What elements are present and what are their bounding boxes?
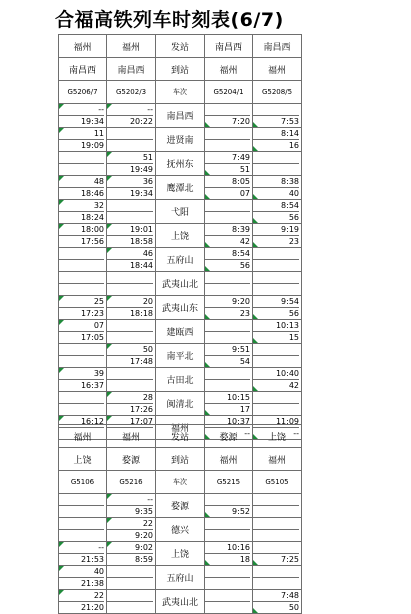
- station-name: 上饶: [156, 224, 205, 248]
- arrival-time: 40: [93, 567, 104, 576]
- time-cell: [107, 224, 156, 248]
- table-row: [59, 128, 302, 152]
- header-cell: 车次: [156, 471, 205, 494]
- header-cell: G5202/3: [107, 81, 156, 104]
- arrival-time: 7:49: [232, 153, 250, 162]
- arrival-time: [253, 542, 299, 553]
- station-name: 鹰潭北: [156, 176, 205, 200]
- departure-time: 19:34: [107, 187, 153, 199]
- table-row: [59, 296, 302, 320]
- departure-time: 21:20: [59, 601, 104, 613]
- time-cell: [59, 176, 107, 200]
- arrival-time: --: [147, 495, 153, 504]
- station-name: 古田北: [156, 368, 205, 392]
- arrival-time: 10:13: [275, 321, 299, 330]
- time-cell: [59, 494, 107, 518]
- time-cell: [205, 518, 253, 542]
- time-cell: [205, 542, 253, 566]
- departure-time: 18:44: [107, 259, 153, 271]
- arrival-time: [253, 272, 299, 283]
- time-cell: [107, 128, 156, 152]
- departure-time: 42: [253, 379, 299, 391]
- departure-time: 19:09: [59, 139, 104, 151]
- departure-time: 21:38: [59, 577, 104, 589]
- time-cell: [107, 590, 156, 614]
- header-cell: 发站: [156, 35, 205, 58]
- time-cell: [59, 566, 107, 590]
- header-cell: G5208/5: [253, 81, 302, 104]
- table-row: [59, 224, 302, 248]
- time-cell: [205, 590, 253, 614]
- arrival-time: [107, 566, 153, 577]
- arrival-time: 10:37: [226, 417, 250, 426]
- arrival-time: [59, 392, 104, 403]
- departure-time: 42: [205, 235, 250, 247]
- arrival-time: 36: [142, 177, 153, 186]
- time-cell: [107, 542, 156, 566]
- header-cell: 福州: [205, 58, 253, 81]
- time-cell: [253, 128, 302, 152]
- arrival-time: 39: [93, 369, 104, 378]
- departure-time: 17:26: [107, 403, 153, 415]
- departure-time: [59, 403, 104, 415]
- time-cell: [59, 518, 107, 542]
- header-row: [59, 35, 302, 58]
- header-cell: 福州: [107, 35, 156, 58]
- header-cell: G5215: [205, 471, 253, 494]
- header-cell: 南昌西: [205, 35, 253, 58]
- arrival-time: [107, 368, 153, 379]
- departure-time: 18:18: [107, 307, 153, 319]
- table-row: [59, 200, 302, 224]
- time-cell: [253, 224, 302, 248]
- table-row: [59, 152, 302, 176]
- arrival-time: [205, 590, 250, 601]
- time-cell: [205, 200, 253, 224]
- arrival-time: 9:20: [232, 297, 250, 306]
- departure-time: [59, 259, 104, 271]
- header-cell: 上饶: [59, 448, 107, 471]
- station-name: 抚州东: [156, 152, 205, 176]
- departure-time: 16: [253, 139, 299, 151]
- departure-time: 19:34: [59, 115, 104, 127]
- table-row: [59, 248, 302, 272]
- arrival-time: [205, 566, 250, 577]
- time-cell: [107, 566, 156, 590]
- departure-time: [253, 403, 299, 415]
- departure-time: [205, 211, 250, 223]
- arrival-time: 51: [142, 153, 153, 162]
- departure-time: [59, 283, 104, 295]
- departure-time: 7:25: [253, 553, 299, 565]
- time-cell: [205, 344, 253, 368]
- arrival-time: [253, 392, 299, 403]
- header-cell: 福州: [59, 425, 107, 448]
- station-name: 进贤南: [156, 128, 205, 152]
- departure-time: 07: [205, 187, 250, 199]
- time-cell: [253, 152, 302, 176]
- header-cell: 南昌西: [253, 35, 302, 58]
- time-cell: [253, 542, 302, 566]
- station-name: 武夷山北: [156, 272, 205, 296]
- station-name: 武夷山北: [156, 590, 205, 614]
- arrival-time: 48: [93, 177, 104, 186]
- time-cell: [107, 518, 156, 542]
- arrival-time: [205, 494, 250, 505]
- departure-time: [205, 529, 250, 541]
- time-cell: [205, 392, 253, 416]
- timetable-2: [58, 424, 302, 614]
- departure-time: 56: [253, 211, 299, 223]
- time-cell: [253, 566, 302, 590]
- arrival-time: 28: [142, 393, 153, 402]
- departure-time: [107, 577, 153, 589]
- departure-time: [107, 601, 153, 613]
- departure-time: [205, 331, 250, 343]
- time-cell: [59, 104, 107, 128]
- header-cell: 福州: [253, 58, 302, 81]
- station-name: 武夷山东: [156, 296, 205, 320]
- time-cell: [107, 344, 156, 368]
- departure-time: --: [205, 427, 250, 439]
- arrival-time: 9:02: [135, 543, 153, 552]
- departure-time: 17:56: [59, 235, 104, 247]
- table-row: [59, 272, 302, 296]
- time-cell: [253, 104, 302, 128]
- time-cell: [59, 296, 107, 320]
- departure-time: 7:53: [253, 115, 299, 127]
- header-row: [59, 58, 302, 81]
- arrival-time: [253, 494, 299, 505]
- departure-time: [59, 163, 104, 175]
- arrival-time: 32: [93, 201, 104, 210]
- time-cell: [59, 320, 107, 344]
- arrival-time: [59, 248, 104, 259]
- time-cell: [59, 224, 107, 248]
- departure-time: [59, 529, 104, 541]
- time-cell: [253, 200, 302, 224]
- header-cell: 车次: [156, 81, 205, 104]
- time-cell: [107, 392, 156, 416]
- departure-time: 18: [205, 553, 250, 565]
- departure-time: 9:35: [107, 505, 153, 517]
- time-cell: [253, 344, 302, 368]
- departure-time: 19:49: [107, 163, 153, 175]
- time-cell: [59, 392, 107, 416]
- arrival-time: [253, 518, 299, 529]
- departure-time: [107, 379, 153, 391]
- departure-time: [253, 529, 299, 541]
- arrival-time: [253, 104, 299, 115]
- departure-time: 18:24: [59, 211, 104, 223]
- departure-time: 56: [253, 307, 299, 319]
- time-cell: [59, 344, 107, 368]
- station-name: 弋阳: [156, 200, 205, 224]
- time-cell: [205, 296, 253, 320]
- departure-time: 23: [205, 307, 250, 319]
- arrival-time: [107, 590, 153, 601]
- departure-time: [205, 601, 250, 613]
- time-cell: [253, 296, 302, 320]
- page-title: 合福高铁列车时刻表(6/7): [55, 9, 284, 31]
- station-name: 建瓯西: [156, 320, 205, 344]
- table-row: [59, 104, 302, 128]
- arrival-time: 10:40: [275, 369, 299, 378]
- time-cell: [253, 518, 302, 542]
- departure-time: 17: [205, 403, 250, 415]
- time-cell: [107, 248, 156, 272]
- arrival-time: 9:19: [281, 225, 299, 234]
- arrival-time: [253, 344, 299, 355]
- arrival-time: [59, 494, 104, 505]
- departure-time: [107, 283, 153, 295]
- departure-time: 17:05: [59, 331, 104, 343]
- table-row: [59, 494, 302, 518]
- time-cell: [205, 494, 253, 518]
- arrival-time: 19:01: [129, 225, 153, 234]
- arrival-time: [107, 200, 153, 211]
- station-name: 南昌西: [156, 104, 205, 128]
- header-cell: G5206/7: [59, 81, 107, 104]
- arrival-time: [253, 248, 299, 259]
- departure-time: [107, 211, 153, 223]
- arrival-time: 25: [93, 297, 104, 306]
- header-cell: 到站: [156, 448, 205, 471]
- departure-time: [205, 283, 250, 295]
- time-cell: [205, 566, 253, 590]
- arrival-time: [107, 272, 153, 283]
- arrival-time: [253, 152, 299, 163]
- table-row: [59, 542, 302, 566]
- time-cell: [107, 176, 156, 200]
- departure-time: 23: [253, 235, 299, 247]
- departure-time: 9:20: [107, 529, 153, 541]
- time-cell: [205, 368, 253, 392]
- time-cell: [205, 272, 253, 296]
- header-row: [59, 471, 302, 494]
- time-cell: [107, 200, 156, 224]
- arrival-time: --: [147, 105, 153, 114]
- departure-time: [205, 379, 250, 391]
- departure-time: 50: [253, 601, 299, 613]
- departure-time: [253, 577, 299, 589]
- time-cell: [59, 590, 107, 614]
- time-cell: [205, 152, 253, 176]
- header-cell: 南昌西: [59, 58, 107, 81]
- departure-time: 16:37: [59, 379, 104, 391]
- arrival-time: [59, 344, 104, 355]
- arrival-time: 46: [142, 249, 153, 258]
- arrival-time: 11:09: [275, 417, 299, 426]
- arrival-time: 22: [93, 591, 104, 600]
- arrival-time: [59, 152, 104, 163]
- departure-time: 7:20: [205, 115, 250, 127]
- departure-time: 17:48: [107, 355, 153, 367]
- arrival-time: 8:54: [232, 249, 250, 258]
- time-cell: [205, 176, 253, 200]
- header-row: [59, 425, 302, 448]
- departure-time: 56: [205, 259, 250, 271]
- time-cell: [253, 176, 302, 200]
- table-row: [59, 566, 302, 590]
- time-cell: [205, 224, 253, 248]
- header-cell: G5204/1: [205, 81, 253, 104]
- arrival-time: [205, 104, 250, 115]
- arrival-time: --: [98, 105, 104, 114]
- arrival-time: [107, 128, 153, 139]
- departure-time: [253, 505, 299, 517]
- arrival-time: [59, 272, 104, 283]
- departure-time: [205, 139, 250, 151]
- departure-time: [253, 259, 299, 271]
- header-cell: 上饶: [253, 425, 302, 448]
- time-cell: [205, 128, 253, 152]
- station-name: 闽清北: [156, 392, 205, 416]
- station-name: 南平北: [156, 344, 205, 368]
- arrival-time: [107, 320, 153, 331]
- time-cell: [59, 200, 107, 224]
- table-row: [59, 392, 302, 416]
- arrival-time: 16:12: [80, 417, 104, 426]
- station-name: 福州: [156, 416, 205, 440]
- table-row: [59, 518, 302, 542]
- departure-time: [253, 355, 299, 367]
- arrival-time: 8:39: [232, 225, 250, 234]
- arrival-time: 11: [93, 129, 104, 138]
- arrival-time: [205, 320, 250, 331]
- timetable-1: [58, 34, 302, 440]
- arrival-time: 18:00: [80, 225, 104, 234]
- departure-time: 17:23: [59, 307, 104, 319]
- station-name: 婺源: [156, 494, 205, 518]
- arrival-time: 10:15: [226, 393, 250, 402]
- departure-time: 18:46: [59, 187, 104, 199]
- arrival-time: 8:38: [281, 177, 299, 186]
- time-cell: [107, 296, 156, 320]
- header-cell: 发站: [156, 425, 205, 448]
- departure-time: [107, 331, 153, 343]
- arrival-time: 20: [142, 297, 153, 306]
- arrival-time: 22: [142, 519, 153, 528]
- header-cell: 福州: [107, 425, 156, 448]
- header-cell: 福州: [205, 448, 253, 471]
- arrival-time: 8:05: [232, 177, 250, 186]
- header-cell: 福州: [59, 35, 107, 58]
- header-cell: G5106: [59, 471, 107, 494]
- departure-time: 21:53: [59, 553, 104, 565]
- time-cell: [253, 248, 302, 272]
- time-cell: [253, 368, 302, 392]
- time-cell: [107, 152, 156, 176]
- table-row: [59, 368, 302, 392]
- time-cell: [205, 248, 253, 272]
- time-cell: [59, 248, 107, 272]
- departure-time: 15: [253, 331, 299, 343]
- header-cell: G5216: [107, 471, 156, 494]
- time-cell: [253, 494, 302, 518]
- time-cell: [59, 128, 107, 152]
- arrival-time: 10:16: [226, 543, 250, 552]
- station-name: 五府山: [156, 566, 205, 590]
- arrival-time: 07: [93, 321, 104, 330]
- arrival-time: [205, 200, 250, 211]
- header-cell: 婺源: [205, 425, 253, 448]
- departure-time: 9:52: [205, 505, 250, 517]
- time-cell: [253, 272, 302, 296]
- time-cell: [107, 368, 156, 392]
- arrival-time: 17:07: [129, 417, 153, 426]
- table-row: [59, 344, 302, 368]
- arrival-time: 8:54: [281, 201, 299, 210]
- header-cell: 南昌西: [107, 58, 156, 81]
- time-cell: [107, 104, 156, 128]
- time-cell: [59, 542, 107, 566]
- station-name: 五府山: [156, 248, 205, 272]
- departure-time: [253, 163, 299, 175]
- time-cell: [205, 320, 253, 344]
- time-cell: [59, 368, 107, 392]
- header-cell: 婺源: [107, 448, 156, 471]
- arrival-time: [205, 518, 250, 529]
- arrival-time: [205, 272, 250, 283]
- arrival-time: [253, 566, 299, 577]
- time-cell: [59, 272, 107, 296]
- time-cell: [59, 152, 107, 176]
- arrival-time: 9:54: [281, 297, 299, 306]
- departure-time: [205, 577, 250, 589]
- departure-time: [59, 355, 104, 367]
- station-name: 上饶: [156, 542, 205, 566]
- arrival-time: [59, 518, 104, 529]
- station-name: 德兴: [156, 518, 205, 542]
- table-row: [59, 176, 302, 200]
- departure-time: 8:59: [107, 553, 153, 565]
- arrival-time: --: [98, 543, 104, 552]
- header-cell: 福州: [253, 448, 302, 471]
- table-row: [59, 320, 302, 344]
- time-cell: [253, 392, 302, 416]
- header-row: [59, 81, 302, 104]
- time-cell: [253, 590, 302, 614]
- departure-time: 40: [253, 187, 299, 199]
- time-cell: [107, 272, 156, 296]
- departure-time: 54: [205, 355, 250, 367]
- arrival-time: [205, 128, 250, 139]
- arrival-time: [205, 368, 250, 379]
- departure-time: 20:22: [107, 115, 153, 127]
- arrival-time: 50: [142, 345, 153, 354]
- departure-time: [59, 505, 104, 517]
- departure-time: 18:58: [107, 235, 153, 247]
- header-cell: G5105: [253, 471, 302, 494]
- header-row: [59, 448, 302, 471]
- time-cell: [205, 104, 253, 128]
- departure-time: --: [253, 427, 299, 439]
- arrival-time: 8:14: [281, 129, 299, 138]
- departure-time: [253, 283, 299, 295]
- time-cell: [107, 320, 156, 344]
- departure-time: 51: [205, 163, 250, 175]
- header-cell: 到站: [156, 58, 205, 81]
- arrival-time: 7:48: [281, 591, 299, 600]
- time-cell: [107, 494, 156, 518]
- time-cell: [253, 320, 302, 344]
- departure-time: [107, 139, 153, 151]
- arrival-time: 9:51: [232, 345, 250, 354]
- table-row: [59, 590, 302, 614]
